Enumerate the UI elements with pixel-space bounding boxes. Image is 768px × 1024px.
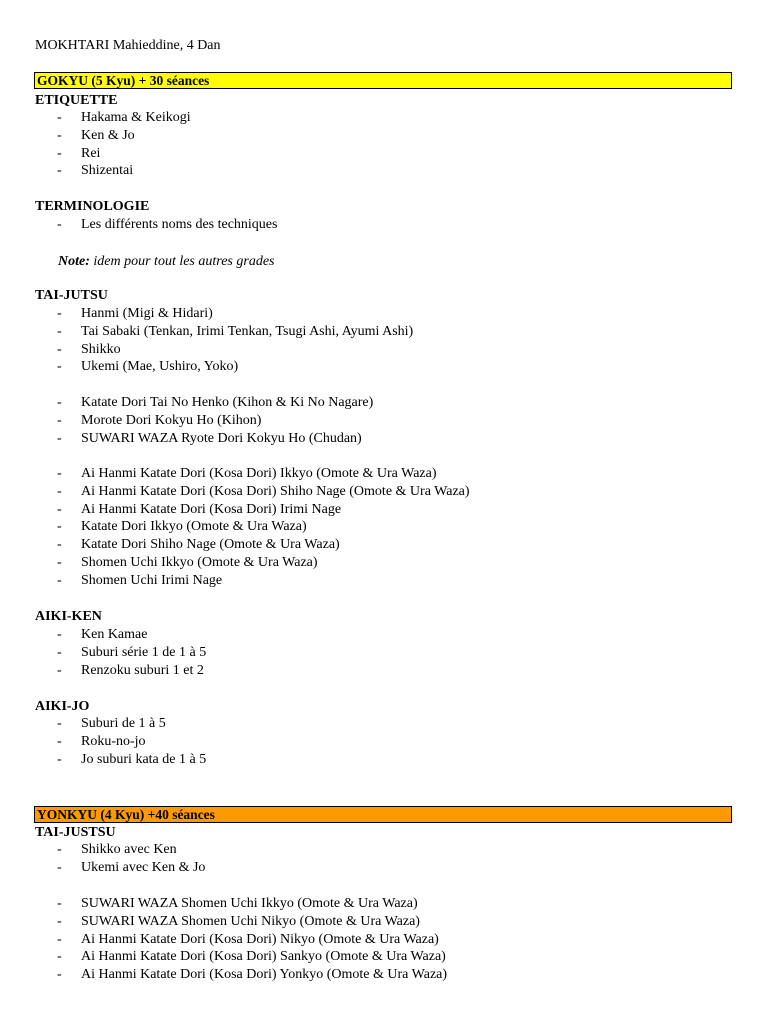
list-item-text: Shomen Uchi Irimi Nage xyxy=(81,572,223,588)
bullet-dash: - xyxy=(57,412,62,428)
list-item xyxy=(0,751,768,769)
list-item-text: Ukemi avec Ken & Jo xyxy=(81,859,206,875)
list-item xyxy=(0,127,768,145)
bullet-dash: - xyxy=(57,466,62,481)
bullet-dash: - xyxy=(57,949,62,965)
list-item xyxy=(0,465,768,483)
list-item-text: Ken Kamae xyxy=(81,627,148,642)
list-item-text: Ukemi (Mae, Ushiro, Yoko) xyxy=(81,359,239,375)
list-item xyxy=(0,323,768,341)
section-title-etiquette: ETIQUETTE xyxy=(35,93,118,108)
note-line xyxy=(58,253,274,270)
list-aikijo xyxy=(0,715,768,768)
bullet-dash: - xyxy=(57,751,62,767)
list-item xyxy=(0,733,768,751)
list-item-text: Suburi série 1 de 1 à 5 xyxy=(81,644,207,660)
list-item-text: Katate Dori Ikkyo (Omote & Ura Waza) xyxy=(81,519,307,535)
bullet-dash: - xyxy=(57,627,62,642)
list-item xyxy=(0,109,768,127)
list-item-text: SUWARI WAZA Ryote Dori Kokyu Ho (Chudan) xyxy=(81,430,362,446)
bullet-dash: - xyxy=(57,537,62,553)
list-item xyxy=(0,394,768,412)
bullet-dash: - xyxy=(57,896,62,911)
list-item-text: Katate Dori Shiho Nage (Omote & Ura Waza) xyxy=(81,537,340,553)
grade-header-gokyu: GOKYU (5 Kyu) + 30 séances xyxy=(34,72,732,89)
bullet-dash: - xyxy=(57,341,62,357)
bullet-dash: - xyxy=(57,644,62,660)
list-item-text: Shomen Uchi Ikkyo (Omote & Ura Waza) xyxy=(81,554,318,570)
bullet-dash: - xyxy=(57,359,62,375)
list-item xyxy=(0,305,768,323)
list-item xyxy=(0,895,768,913)
bullet-dash: - xyxy=(57,483,62,499)
list-item xyxy=(0,644,768,662)
list-item-text: Shikko avec Ken xyxy=(81,842,177,857)
section-title-aikiken: AIKI-KEN xyxy=(35,609,102,624)
bullet-dash: - xyxy=(57,501,62,517)
bullet-dash: - xyxy=(57,519,62,535)
list-item-text: Ai Hanmi Katate Dori (Kosa Dori) Yonkyo (Omote & Ura Waza) xyxy=(81,967,448,983)
bullet-dash: - xyxy=(57,110,62,125)
list-item xyxy=(0,626,768,644)
list-item-text: Tai Sabaki (Tenkan, Irimi Tenkan, Tsugi Ashi, Ayumi Ashi) xyxy=(81,323,414,339)
bullet-dash: - xyxy=(57,430,62,446)
bullet-dash: - xyxy=(57,662,62,678)
list-etiquette xyxy=(0,109,768,180)
list-item xyxy=(0,518,768,536)
list-item xyxy=(0,662,768,680)
bullet-dash: - xyxy=(57,716,62,731)
list-item-text: SUWARI WAZA Shomen Uchi Ikkyo (Omote & Ura Waza) xyxy=(81,896,418,911)
list-item-text: Ai Hanmi Katate Dori (Kosa Dori) Shiho Nage (Omote & Ura Waza) xyxy=(81,483,470,499)
list-item xyxy=(0,483,768,501)
bullet-dash: - xyxy=(57,145,62,161)
list-item-text: Ken & Jo xyxy=(81,127,135,143)
list-item xyxy=(0,966,768,984)
list-item xyxy=(0,715,768,733)
list-item-text: Suburi de 1 à 5 xyxy=(81,716,166,731)
list-item xyxy=(0,412,768,430)
bullet-dash: - xyxy=(57,127,62,143)
note-text: idem pour tout les autres grades xyxy=(89,254,275,269)
list-item xyxy=(0,216,768,234)
list-item-text: Morote Dori Kokyu Ho (Kihon) xyxy=(81,412,262,428)
list-item-text: SUWARI WAZA Shomen Uchi Nikyo (Omote & Ura Waza) xyxy=(81,913,420,929)
list-taijutsu-techniques xyxy=(0,465,768,590)
list-item-text: Ai Hanmi Katate Dori (Kosa Dori) Sankyo (Omote & Ura Waza) xyxy=(81,949,446,965)
bullet-dash: - xyxy=(57,931,62,947)
list-item xyxy=(0,572,768,590)
list-yonkyu-techniques xyxy=(0,895,768,984)
section-title-taijustsu: TAI-JUSTSU xyxy=(35,825,116,840)
list-item xyxy=(0,501,768,519)
list-item-text: Ai Hanmi Katate Dori (Kosa Dori) Nikyo (Omote & Ura Waza) xyxy=(81,931,439,947)
list-terminologie xyxy=(0,216,768,234)
list-item xyxy=(0,948,768,966)
grade-header-yonkyu: YONKYU (4 Kyu) +40 séances xyxy=(34,806,732,823)
section-title-terminologie: TERMINOLOGIE xyxy=(35,199,150,214)
list-item xyxy=(0,341,768,359)
list-item-text: Jo suburi kata de 1 à 5 xyxy=(81,751,207,767)
list-aikiken xyxy=(0,626,768,679)
list-item xyxy=(0,162,768,180)
list-item-text: Rei xyxy=(81,145,101,161)
bullet-dash: - xyxy=(57,842,62,857)
list-item-text: Shizentai xyxy=(81,163,134,179)
author-line: MOKHTARI Mahieddine, 4 Dan xyxy=(35,38,221,53)
list-item xyxy=(0,430,768,448)
list-item xyxy=(0,536,768,554)
list-item xyxy=(0,859,768,877)
note-label: Note: xyxy=(58,254,90,269)
list-item-text: Ai Hanmi Katate Dori (Kosa Dori) Ikkyo (Omote & Ura Waza) xyxy=(81,466,437,481)
list-item xyxy=(0,145,768,163)
list-item xyxy=(0,913,768,931)
bullet-dash: - xyxy=(57,306,62,321)
bullet-dash: - xyxy=(57,217,62,232)
bullet-dash: - xyxy=(57,572,62,588)
bullet-dash: - xyxy=(57,163,62,179)
list-item-text: Roku-no-jo xyxy=(81,733,146,749)
list-item xyxy=(0,841,768,859)
section-title-aikijo: AIKI-JO xyxy=(35,699,90,714)
list-taijutsu-basics xyxy=(0,305,768,376)
list-item xyxy=(0,358,768,376)
list-item xyxy=(0,554,768,572)
list-item xyxy=(0,931,768,949)
bullet-dash: - xyxy=(57,733,62,749)
list-item-text: Hanmi (Migi & Hidari) xyxy=(81,306,213,321)
bullet-dash: - xyxy=(57,967,62,983)
list-item-text: Les différents noms des techniques xyxy=(81,217,278,232)
list-item-text: Shikko xyxy=(81,341,121,357)
list-item-text: Hakama & Keikogi xyxy=(81,110,191,125)
list-yonkyu-basics xyxy=(0,841,768,877)
bullet-dash: - xyxy=(57,395,62,410)
list-taijutsu-kihon xyxy=(0,394,768,447)
list-item-text: Renzoku suburi 1 et 2 xyxy=(81,662,204,678)
section-title-taijutsu: TAI-JUTSU xyxy=(35,288,108,303)
bullet-dash: - xyxy=(57,859,62,875)
list-item-text: Katate Dori Tai No Henko (Kihon & Ki No Nagare) xyxy=(81,395,374,410)
bullet-dash: - xyxy=(57,913,62,929)
bullet-dash: - xyxy=(57,323,62,339)
bullet-dash: - xyxy=(57,554,62,570)
list-item-text: Ai Hanmi Katate Dori (Kosa Dori) Irimi Nage xyxy=(81,501,342,517)
